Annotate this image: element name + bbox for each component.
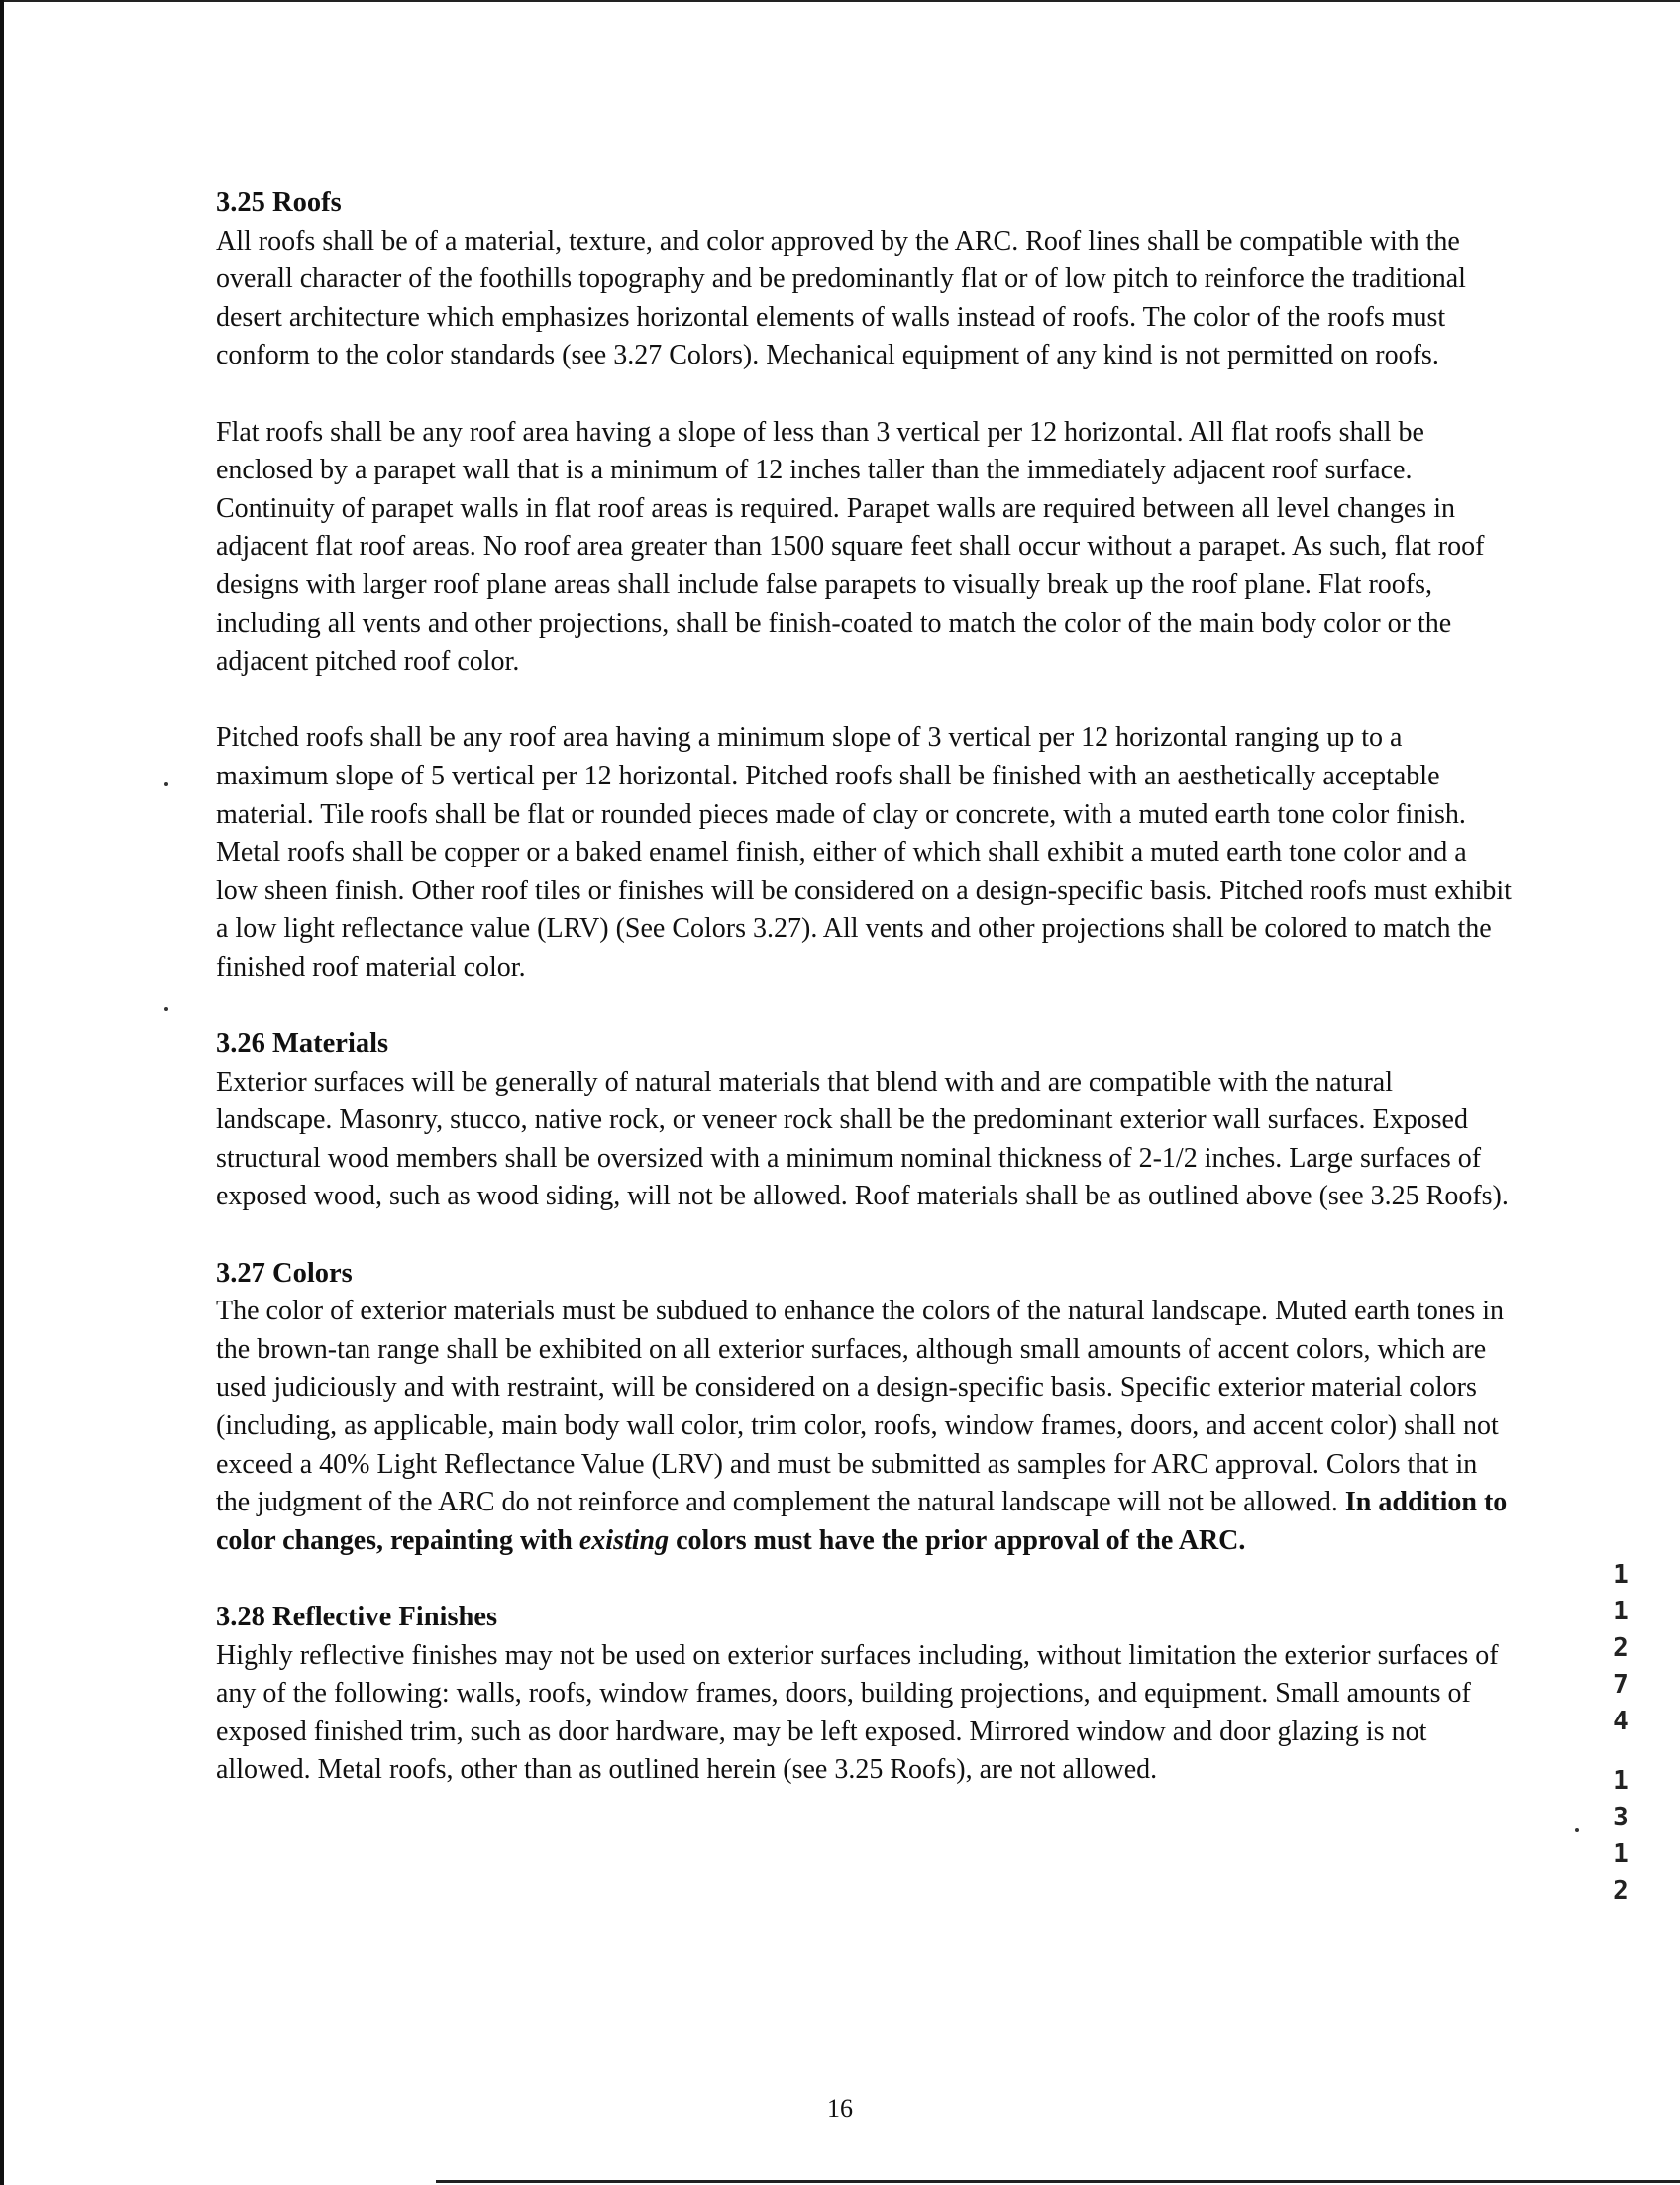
scan-edge-bottom — [436, 2180, 1680, 2183]
section-colors — [216, 1255, 1514, 1561]
stamp-digit: 1 — [1613, 1766, 1628, 1796]
paragraph: Highly reflective finishes may not be used on exterior surfaces including, without limitation the exterior surfaces of any of the following: walls, roofs, window frames, doors, building projections, and equipment. Small amounts of exposed finished trim, such as door hardware, may be left exposed. Mirrored window and door glazing is not allowed. Metal roofs, other than as outlined herein (see 3.25 Roofs), are not allowed. — [216, 1639, 1499, 1786]
stamp-digit: 1 — [1613, 1839, 1628, 1869]
paragraph: All roofs shall be of a material, texture, and color approved by the ARC. Roof lines shall be compatible with the overall character of the foothills topography and be predominantly flat or of low pitch to reinforce the traditional desert architecture which emphasizes horizontal elements of walls instead of roofs. The color of the roofs must conform to the color standards (see 3.27 Colors). Mechanical equipment of any kind is not permitted on roofs. — [216, 225, 1466, 371]
bold-notice-part-1: In addition to color changes, repainting with — [216, 1487, 1508, 1556]
stamp-digit: 2 — [1613, 1633, 1628, 1663]
bold-notice-part-2: colors must have the prior approval of the ARC. — [676, 1524, 1246, 1556]
margin-stamp-group-a — [1607, 1557, 1634, 1740]
paragraph: Flat roofs shall be any roof area having a slope of less than 3 vertical per 12 horizontal. All flat roofs shall be enclosed by a parapet wall that is a minimum of 12 inches taller than the immediately adjacent roof surface. Continuity of parapet walls in flat roof areas is required. Parapet walls are required between all level changes in adjacent flat roof areas. No roof area greater than 1500 square feet shall occur without a parapet. As such, flat roof designs with larger roof plane areas shall include false parapets to visually break up the roof plane. Flat roofs, including all vents and other projections, shall be finish-coated to match the color of the main body color or the adjacent pitched roof color. — [216, 416, 1485, 677]
stray-mark — [1575, 1828, 1579, 1832]
stamp-digit: 1 — [1613, 1597, 1628, 1626]
scan-edge-left — [0, 0, 4, 2185]
paragraph: Pitched roofs shall be any roof area having a minimum slope of 3 vertical per 12 horizontal ranging up to a maximum slope of 5 vertical per 12 horizontal. Pitched roofs shall be finished with an aesthetically acceptable material. Tile roofs shall be flat or rounded pieces made of clay or concrete, with a muted earth tone color finish. Metal roofs shall be copper or a baked enamel finish, either of which shall exhibit a muted earth tone color and a low sheen finish. Other roof tiles or finishes will be considered on a design-specific basis. Pitched roofs must exhibit a low light reflectance value (LRV) (See Colors 3.27). All vents and other projections shall be colored to match the finished roof material color. — [216, 722, 1512, 983]
paragraph — [216, 1293, 1514, 1560]
section-heading: 3.27 Colors — [216, 1257, 353, 1289]
page-number: 16 — [827, 2094, 853, 2123]
margin-stamp-group-b — [1607, 1763, 1634, 1910]
section-roofs — [216, 184, 1514, 987]
stamp-digit: 3 — [1613, 1803, 1628, 1832]
stamp-digit: 4 — [1613, 1707, 1628, 1736]
bold-notice-emphasis: existing — [578, 1524, 670, 1556]
stamp-digit: 7 — [1613, 1670, 1628, 1700]
section-heading: 3.26 Materials — [216, 1028, 389, 1060]
paragraph-text: The color of exterior materials must be subdued to enhance the colors of the natural landscape. Muted earth tones in the brown-tan range shall be exhibited on all exterior surfaces, although small amounts of accent colors, which are used judiciously and with restraint, will be considered on a design-specific basis. Specific exterior material colors (including, as applicable, main body wall color, trim color, roofs, window frames, doors, and accent color) shall not exceed a 40% Light Reflectance Value (LRV) and must be submitted as samples for ARC approval. Colors that in the judgment of the ARC do not reinforce and complement the natural landscape will not be allowed. — [216, 1296, 1505, 1518]
stamp-digit: 1 — [1613, 1560, 1628, 1590]
section-heading: 3.25 Roofs — [216, 187, 342, 218]
stray-mark — [164, 782, 168, 786]
section-reflective-finishes — [216, 1599, 1514, 1790]
stray-mark — [164, 1007, 168, 1011]
paragraph: Exterior surfaces will be generally of natural materials that blend with and are compatible with the natural landscape. Masonry, stucco, native rock, or veneer rock shall be the predominant exterior wall surfaces. Exposed structural wood members shall be oversized with a minimum nominal thickness of 2-1/2 inches. Large surfaces of exposed wood, such as wood siding, will not be allowed. Roof materials shall be as outlined above (see 3.25 Roofs). — [216, 1066, 1509, 1212]
document-body — [216, 184, 1514, 1828]
section-materials — [216, 1025, 1514, 1216]
scan-edge-top — [0, 0, 1680, 2]
section-heading: 3.28 Reflective Finishes — [216, 1601, 498, 1632]
stamp-digit: 2 — [1613, 1876, 1628, 1906]
